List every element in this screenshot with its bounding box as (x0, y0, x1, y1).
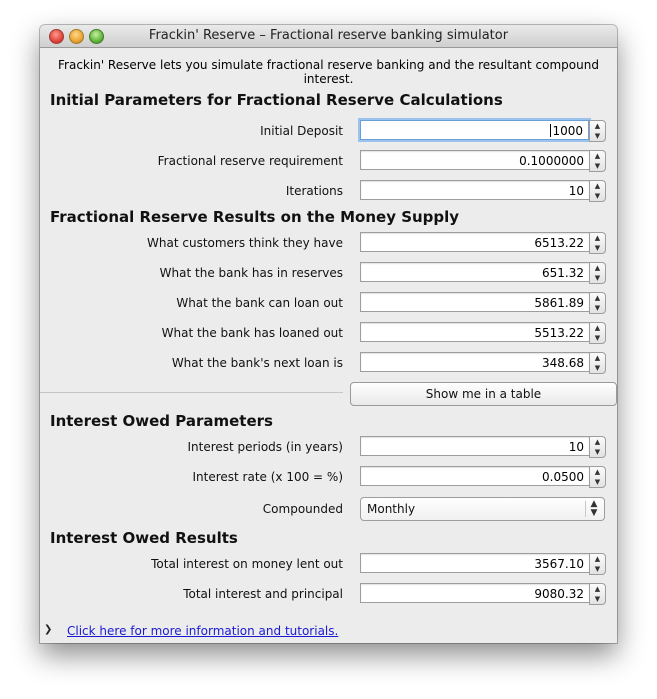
bank-reserves-field[interactable]: 651.32 (360, 262, 589, 282)
bank-reserves-stepper[interactable] (589, 262, 606, 284)
total-principal-spinner[interactable] (360, 583, 605, 605)
bank-loaned-stepper[interactable] (589, 322, 606, 344)
total-principal-stepper[interactable] (589, 583, 606, 605)
initial-deposit-stepper[interactable] (589, 120, 606, 142)
initial-deposit-spinner[interactable] (360, 120, 605, 142)
reserve-requirement-field[interactable]: 0.1000000 (360, 150, 589, 170)
bank-reserves-spinner[interactable] (360, 262, 605, 284)
interest-results-heading: Interest Owed Results (50, 529, 238, 547)
select-divider (585, 501, 586, 517)
increment-icon[interactable]: ▲ (594, 234, 601, 242)
total-principal-label: Total interest and principal (183, 587, 343, 601)
bank-can-loan-stepper[interactable] (589, 292, 606, 314)
interest-rate-spinner[interactable] (360, 466, 605, 488)
increment-icon[interactable]: ▲ (594, 468, 601, 476)
decrement-icon[interactable]: ▼ (594, 192, 601, 200)
bank-loaned-field[interactable]: 5513.22 (360, 322, 589, 342)
compounded-select[interactable] (360, 497, 605, 521)
decrement-icon[interactable]: ▼ (594, 304, 601, 312)
section-divider (40, 392, 343, 393)
reserve-requirement-stepper[interactable] (589, 150, 606, 172)
compounded-label: Compounded (262, 502, 343, 516)
chevron-right-icon[interactable]: ❯ (44, 624, 53, 635)
bank-loaned-label: What the bank has loaned out (161, 326, 343, 340)
total-interest-stepper[interactable] (589, 553, 606, 575)
increment-icon[interactable]: ▲ (594, 182, 601, 190)
increment-icon[interactable]: ▲ (594, 294, 601, 302)
next-loan-label: What the bank's next loan is (171, 356, 343, 370)
decrement-icon[interactable]: ▼ (594, 448, 601, 456)
decrement-icon[interactable]: ▼ (594, 364, 601, 372)
decrement-icon[interactable]: ▼ (594, 334, 601, 342)
initial-deposit-label: Initial Deposit (260, 124, 343, 138)
up-down-chevron-icon: ▲ ▼ (590, 499, 598, 518)
decrement-icon[interactable]: ▼ (594, 162, 601, 170)
bank-reserves-label: What the bank has in reserves (159, 266, 343, 280)
intro-text: Frackin' Reserve lets you simulate fractional reserve banking and the resultant compound interest. (58, 58, 599, 86)
interest-periods-stepper[interactable] (589, 436, 606, 458)
increment-icon[interactable]: ▲ (594, 324, 601, 332)
title-bar[interactable] (40, 25, 617, 48)
increment-icon[interactable]: ▲ (594, 122, 601, 130)
initial-deposit-value: 1000 (552, 124, 583, 138)
total-interest-spinner[interactable] (360, 553, 605, 575)
customers-think-stepper[interactable] (589, 232, 606, 254)
more-info-link[interactable]: Click here for more information and tutorials. (67, 624, 339, 638)
interest-rate-stepper[interactable] (589, 466, 606, 488)
iterations-label: Iterations (285, 184, 343, 198)
show-table-button[interactable]: Show me in a table (350, 382, 617, 406)
iterations-spinner[interactable] (360, 180, 605, 202)
decrement-icon[interactable]: ▼ (594, 274, 601, 282)
increment-icon[interactable]: ▲ (594, 354, 601, 362)
total-interest-field[interactable]: 3567.10 (360, 553, 589, 573)
interest-rate-field[interactable]: 0.0500 (360, 466, 589, 486)
next-loan-stepper[interactable] (589, 352, 606, 374)
next-loan-spinner[interactable] (360, 352, 605, 374)
interest-periods-spinner[interactable] (360, 436, 605, 458)
total-principal-field[interactable]: 9080.32 (360, 583, 589, 603)
decrement-icon[interactable]: ▼ (594, 478, 601, 486)
reserve-requirement-label: Fractional reserve requirement (157, 154, 343, 168)
decrement-icon[interactable]: ▼ (594, 132, 601, 140)
interest-parameters-heading: Interest Owed Parameters (50, 412, 273, 430)
iterations-stepper[interactable] (589, 180, 606, 202)
window-title: Frackin' Reserve – Fractional reserve banking simulator (148, 28, 509, 43)
total-interest-label: Total interest on money lent out (151, 557, 343, 571)
app-window (40, 25, 617, 643)
increment-icon[interactable]: ▲ (594, 555, 601, 563)
decrement-icon[interactable]: ▼ (594, 244, 601, 252)
customers-think-spinner[interactable] (360, 232, 605, 254)
bank-can-loan-label: What the bank can loan out (176, 296, 343, 310)
decrement-icon[interactable]: ▼ (594, 565, 601, 573)
iterations-field[interactable]: 10 (360, 180, 589, 200)
compounded-value: Monthly (367, 502, 416, 516)
interest-periods-field[interactable]: 10 (360, 436, 589, 456)
decrement-icon[interactable]: ▼ (594, 595, 601, 603)
initial-deposit-field[interactable] (360, 120, 589, 140)
interest-periods-label: Interest periods (in years) (187, 440, 343, 454)
results-heading: Fractional Reserve Results on the Money Supply (50, 208, 460, 226)
customers-think-field[interactable]: 6513.22 (360, 232, 589, 252)
increment-icon[interactable]: ▲ (594, 152, 601, 160)
increment-icon[interactable]: ▲ (594, 264, 601, 272)
next-loan-field[interactable]: 348.68 (360, 352, 589, 372)
interest-rate-label: Interest rate (x 100 = %) (192, 470, 343, 484)
bank-can-loan-spinner[interactable] (360, 292, 605, 314)
increment-icon[interactable]: ▲ (594, 438, 601, 446)
bank-can-loan-field[interactable]: 5861.89 (360, 292, 589, 312)
initial-parameters-heading: Initial Parameters for Fractional Reserve Calculations (50, 91, 503, 109)
reserve-requirement-spinner[interactable] (360, 150, 605, 172)
bank-loaned-spinner[interactable] (360, 322, 605, 344)
customers-think-label: What customers think they have (147, 236, 343, 250)
increment-icon[interactable]: ▲ (594, 585, 601, 593)
